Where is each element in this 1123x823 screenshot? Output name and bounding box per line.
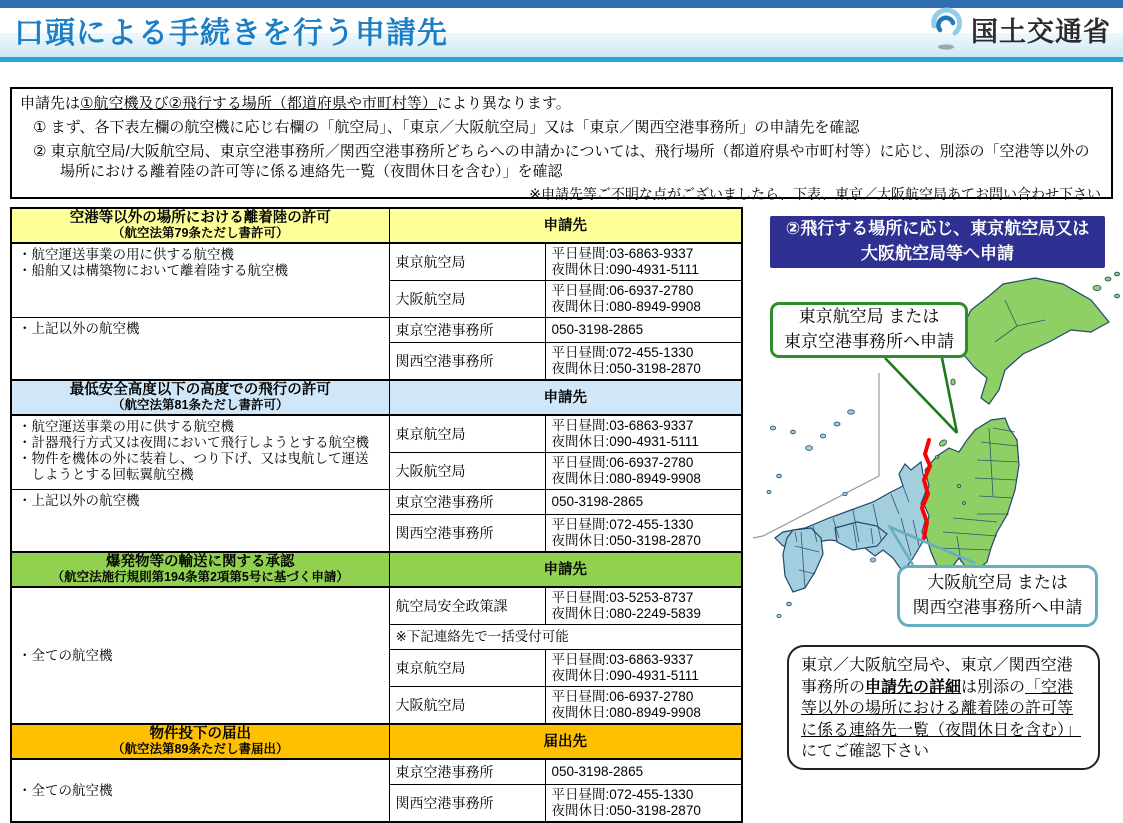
table-body	[11, 208, 742, 822]
intro-line1-underlined: ①航空機及び②飛行する場所（都道府県や市町村等）	[80, 95, 437, 112]
aircraft-cell: ・航空運送事業の用に供する航空機 ・計器飛行方式又は夜間において飛行しようとする航空機 ・物件を機体の外に装着し、つり下げ、又は曳航して運送 しようとする回転翼航空機	[11, 415, 389, 490]
office-cell: 大阪航空局	[389, 281, 545, 318]
office-cell: 関西空港事務所	[389, 343, 545, 381]
section-title-cell: 物件投下の届出 （航空法第89条ただし書届出）	[11, 724, 389, 759]
table-row	[11, 587, 742, 625]
east-bubble-pointer	[885, 358, 957, 433]
section-header-row	[11, 208, 742, 243]
phone-cell: 平日昼間:03-6863-9337 夜間休日:090-4931-5111	[545, 650, 742, 687]
note-segment: 「空港等以外の場所における離着陸の許可等に係る連絡先一覧（夜間休日を含む）」	[801, 678, 1082, 739]
office-cell: 関西空港事務所	[389, 515, 545, 553]
office-cell: 関西空港事務所	[389, 785, 545, 823]
bubble-west	[897, 565, 1098, 627]
office-cell: 東京航空局	[389, 650, 545, 687]
table-row	[11, 243, 742, 281]
section-title-cell: 最低安全高度以下の高度での飛行の許可 （航空法第81条ただし書許可）	[11, 380, 389, 415]
intro-line1	[12, 89, 1111, 116]
intro-line1-suffix: により異なります。	[436, 95, 571, 112]
aircraft-cell: ・全ての航空機	[11, 759, 389, 822]
mlit-logo-icon	[927, 6, 965, 52]
phone-cell: 平日昼間:03-5253-8737 夜間休日:080-2249-5839	[545, 587, 742, 625]
hokkaido	[959, 278, 1109, 404]
bubble-east-line1: 東京航空局 または	[798, 307, 940, 327]
office-cell: 東京空港事務所	[389, 490, 545, 515]
mlit-logo	[927, 6, 1111, 52]
aircraft-cell: ・航空運送事業の用に供する航空機 ・船舶又は構築物において離着陸する航空機	[11, 243, 389, 318]
bubble-west-line1: 大阪航空局 または	[927, 573, 1068, 593]
section-title-cell: 爆発物等の輸送に関する承認 （航空法施行規則第194条第2項第5号に基づく申請）	[11, 552, 389, 587]
phone-cell: 050-3198-2865	[545, 490, 742, 515]
dest-header-cell: 申請先	[389, 208, 742, 243]
note-box	[787, 645, 1100, 770]
phone-cell: 050-3198-2865	[545, 318, 742, 343]
office-cell: 東京航空局	[389, 243, 545, 281]
region-banner-line2: 大阪航空局等へ申請	[861, 244, 1014, 263]
region-banner-line1: ②飛行する場所に応じ、東京航空局又は	[785, 219, 1090, 239]
phone-cell: 平日昼間:03-6863-9337 夜間休日:090-4931-5111	[545, 243, 742, 281]
intro-note: ※申請先等ご不明な点がございましたら、下表、東京／大阪航空局あてお問い合わせ下さい	[529, 186, 1101, 202]
table-row	[11, 759, 742, 785]
dest-header-cell: 申請先	[389, 552, 742, 587]
aircraft-cell: ・上記以外の航空機	[11, 318, 389, 381]
intro-box	[10, 87, 1113, 202]
phone-cell: 平日昼間:06-6937-2780 夜間休日:080-8949-9908	[545, 281, 742, 318]
mlit-logo-text: 国土交通省	[971, 16, 1111, 47]
note-segment: にてご確認下さい	[801, 743, 930, 761]
page-title: 口頭による手続きを行う申請先	[14, 17, 448, 50]
aircraft-cell: ・全ての航空機	[11, 587, 389, 724]
section-header-row	[11, 724, 742, 759]
note-segment: 東京／大阪航空局や、東京／関西空港事務所の	[801, 657, 1073, 696]
section-header-row	[11, 552, 742, 587]
honshu-east	[923, 418, 1019, 578]
span-note-cell: ※下記連絡先で一括受付可能	[389, 625, 742, 650]
office-cell: 大阪航空局	[389, 687, 545, 725]
office-cell: 東京空港事務所	[389, 318, 545, 343]
dest-header-cell: 申請先	[389, 380, 742, 415]
region-banner	[770, 216, 1105, 268]
table-row	[11, 490, 742, 515]
phone-cell: 平日昼間:072-455-1330 夜間休日:050-3198-2870	[545, 515, 742, 553]
phone-cell: 平日昼間:06-6937-2780 夜間休日:080-8949-9908	[545, 687, 742, 725]
aircraft-cell: ・上記以外の航空機	[11, 490, 389, 553]
main-table	[10, 207, 743, 823]
table-row	[11, 318, 742, 343]
phone-cell: 平日昼間:03-6863-9337 夜間休日:090-4931-5111	[545, 415, 742, 453]
office-cell: 航空局安全政策課	[389, 587, 545, 625]
nansei-islands	[767, 410, 854, 494]
office-cell: 東京空港事務所	[389, 759, 545, 785]
bubble-east-line2: 東京空港事務所へ申請	[784, 332, 954, 351]
phone-cell: 050-3198-2865	[545, 759, 742, 785]
phone-cell: 平日昼間:06-6937-2780 夜間休日:080-8949-9908	[545, 453, 742, 490]
note-segment: は別添の	[961, 678, 1026, 696]
office-cell: 東京航空局	[389, 415, 545, 453]
intro-line1-prefix: 申請先は	[20, 95, 81, 112]
phone-cell: 平日昼間:072-455-1330 夜間休日:050-3198-2870	[545, 343, 742, 381]
office-cell: 大阪航空局	[389, 453, 545, 490]
intro-item-2: ② 東京航空局/大阪航空局、東京空港事務所／関西空港事務所どちらへの申請かについては、飛行場所（都道府県や市町村等）に応じ、別添の「空港等以外の場所における離着陸の許可等に係る連絡先一覧（夜間休日を含む）」を確認	[33, 142, 1090, 180]
note-segment: 申請先の詳細	[865, 678, 962, 696]
table-row	[11, 415, 742, 453]
section-title-cell: 空港等以外の場所における離着陸の許可 （航空法第79条ただし書許可）	[11, 208, 389, 243]
bubble-east	[770, 302, 968, 358]
phone-cell: 平日昼間:072-455-1330 夜間休日:050-3198-2870	[545, 785, 742, 823]
intro-item-1: ① まず、各下表左欄の航空機に応じ右欄の「航空局」、「東京／大阪航空局」又は「東京／関西空港事務所」の申請先を確認	[33, 119, 860, 137]
section-header-row	[11, 380, 742, 415]
dest-header-cell: 届出先	[389, 724, 742, 759]
title-underline	[0, 57, 1123, 62]
bubble-west-line2: 関西空港事務所へ申請	[912, 598, 1083, 617]
